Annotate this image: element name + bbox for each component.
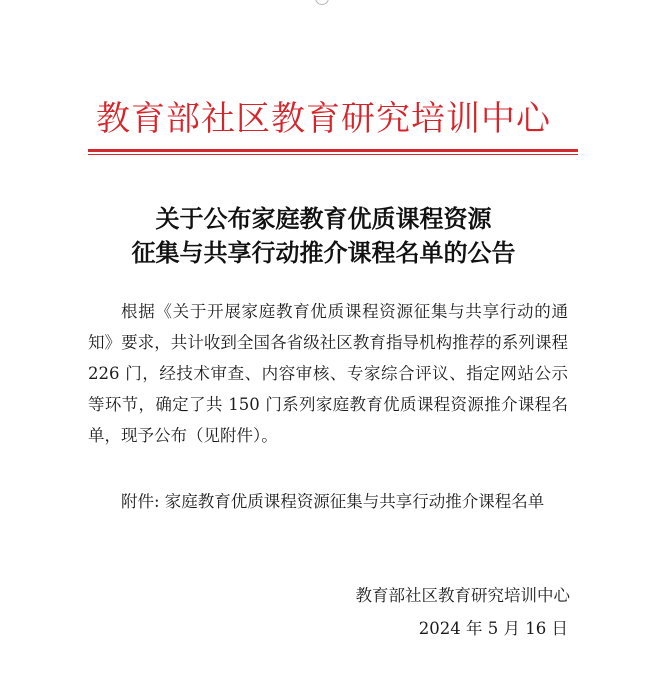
signature-date: 2024 年 5 月 16 日 <box>418 619 568 638</box>
page-number-circle-icon <box>315 0 329 5</box>
letterhead-rule-thick <box>88 149 578 152</box>
signature-organization: 教育部社区教育研究培训中心 <box>355 586 570 605</box>
document-title <box>0 202 647 270</box>
document-title-line-2: 征集与共享行动推介课程名单的公告 <box>131 238 516 267</box>
organization-letterhead: 教育部社区教育研究培训中心 <box>96 99 551 139</box>
document-title-line-1: 关于公布家庭教育优质课程资源 <box>155 204 492 233</box>
announcement-body: 根据《关于开展家庭教育优质课程资源征集与共享行动的通知》要求，共计收到全国各省级社区教育指导机构推荐的系列课程 226 门，经技术审查、内容审核、专家综合评议、指定网站公示等环节，确定了共 150 门系列家庭教育优质课程资源推介课程名单，现予公布（见附件）。 <box>88 302 568 445</box>
attachment-note: 附件: 家庭教育优质课程资源征集与共享行动推介课程名单 <box>121 492 545 511</box>
letterhead-rule-thin <box>88 154 578 155</box>
